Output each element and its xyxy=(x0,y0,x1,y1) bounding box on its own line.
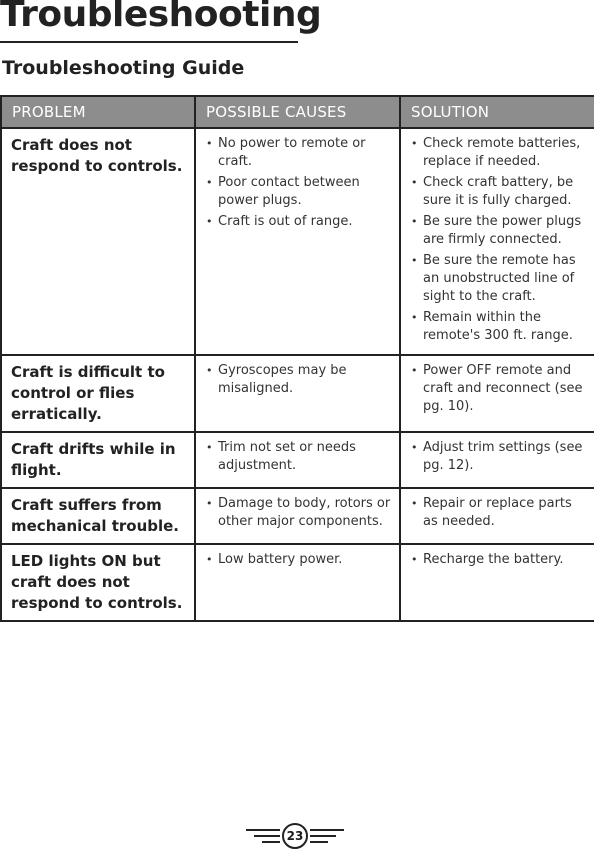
table-row xyxy=(1,544,594,621)
causes-cell xyxy=(195,128,400,355)
problem-cell: Craft suffers from mechanical trouble. xyxy=(1,488,195,544)
section-subtitle: Troubleshooting Guide xyxy=(2,57,245,79)
footer-rule-right xyxy=(310,829,344,831)
table-header-row xyxy=(1,96,594,128)
title-underline xyxy=(0,41,298,43)
page-title: Troubleshooting xyxy=(0,0,322,35)
solution-cell xyxy=(400,355,594,432)
cause-item: • Low battery power. xyxy=(205,551,391,569)
footer-rule-left xyxy=(246,829,280,831)
solution-cell xyxy=(400,488,594,544)
problem-cell: Craft does not respond to controls. xyxy=(1,128,195,355)
header-solution: SOLUTION xyxy=(400,96,594,128)
cause-item: • Trim not set or needs adjustment. xyxy=(205,439,391,475)
causes-cell xyxy=(195,544,400,621)
footer-rule-right xyxy=(310,841,328,843)
solution-item: • Be sure the remote has an unobstructed line of sight to the craft. xyxy=(410,252,586,306)
cause-item: • Damage to body, rotors or other major components. xyxy=(205,495,391,531)
table-row xyxy=(1,128,594,355)
solution-cell xyxy=(400,544,594,621)
solution-item: • Adjust trim settings (see pg. 12). xyxy=(410,439,586,475)
table-row xyxy=(1,432,594,488)
solution-item: • Remain within the remote's 300 ft. range. xyxy=(410,309,586,345)
problem-cell: Craft is difficult to control or flies erratically. xyxy=(1,355,195,432)
troubleshooting-table xyxy=(0,95,594,622)
footer-rule-left xyxy=(254,835,280,837)
footer-rule-right xyxy=(310,835,336,837)
solution-item: • Recharge the battery. xyxy=(410,551,586,569)
solution-item: • Check remote batteries, replace if needed. xyxy=(410,135,586,171)
table-row xyxy=(1,355,594,432)
causes-cell xyxy=(195,488,400,544)
footer-rule-left xyxy=(262,841,280,843)
cause-item: • Poor contact between power plugs. xyxy=(205,174,391,210)
solution-cell xyxy=(400,432,594,488)
problem-cell: Craft drifts while in flight. xyxy=(1,432,195,488)
table-row xyxy=(1,488,594,544)
page-footer xyxy=(246,820,348,850)
solution-item: • Repair or replace parts as needed. xyxy=(410,495,586,531)
header-problem: PROBLEM xyxy=(1,96,195,128)
solution-item: • Be sure the power plugs are firmly connected. xyxy=(410,213,586,249)
cause-item: • Craft is out of range. xyxy=(205,213,391,231)
causes-cell xyxy=(195,432,400,488)
page-number: 23 xyxy=(282,823,308,849)
header-possible-causes: POSSIBLE CAUSES xyxy=(195,96,400,128)
causes-cell xyxy=(195,355,400,432)
solution-item: • Check craft battery, be sure it is fully charged. xyxy=(410,174,586,210)
solution-item: • Power OFF remote and craft and reconnect (see pg. 10). xyxy=(410,362,586,416)
cause-item: • Gyroscopes may be misaligned. xyxy=(205,362,391,398)
cause-item: • No power to remote or craft. xyxy=(205,135,391,171)
problem-cell: LED lights ON but craft does not respond to controls. xyxy=(1,544,195,621)
solution-cell xyxy=(400,128,594,355)
